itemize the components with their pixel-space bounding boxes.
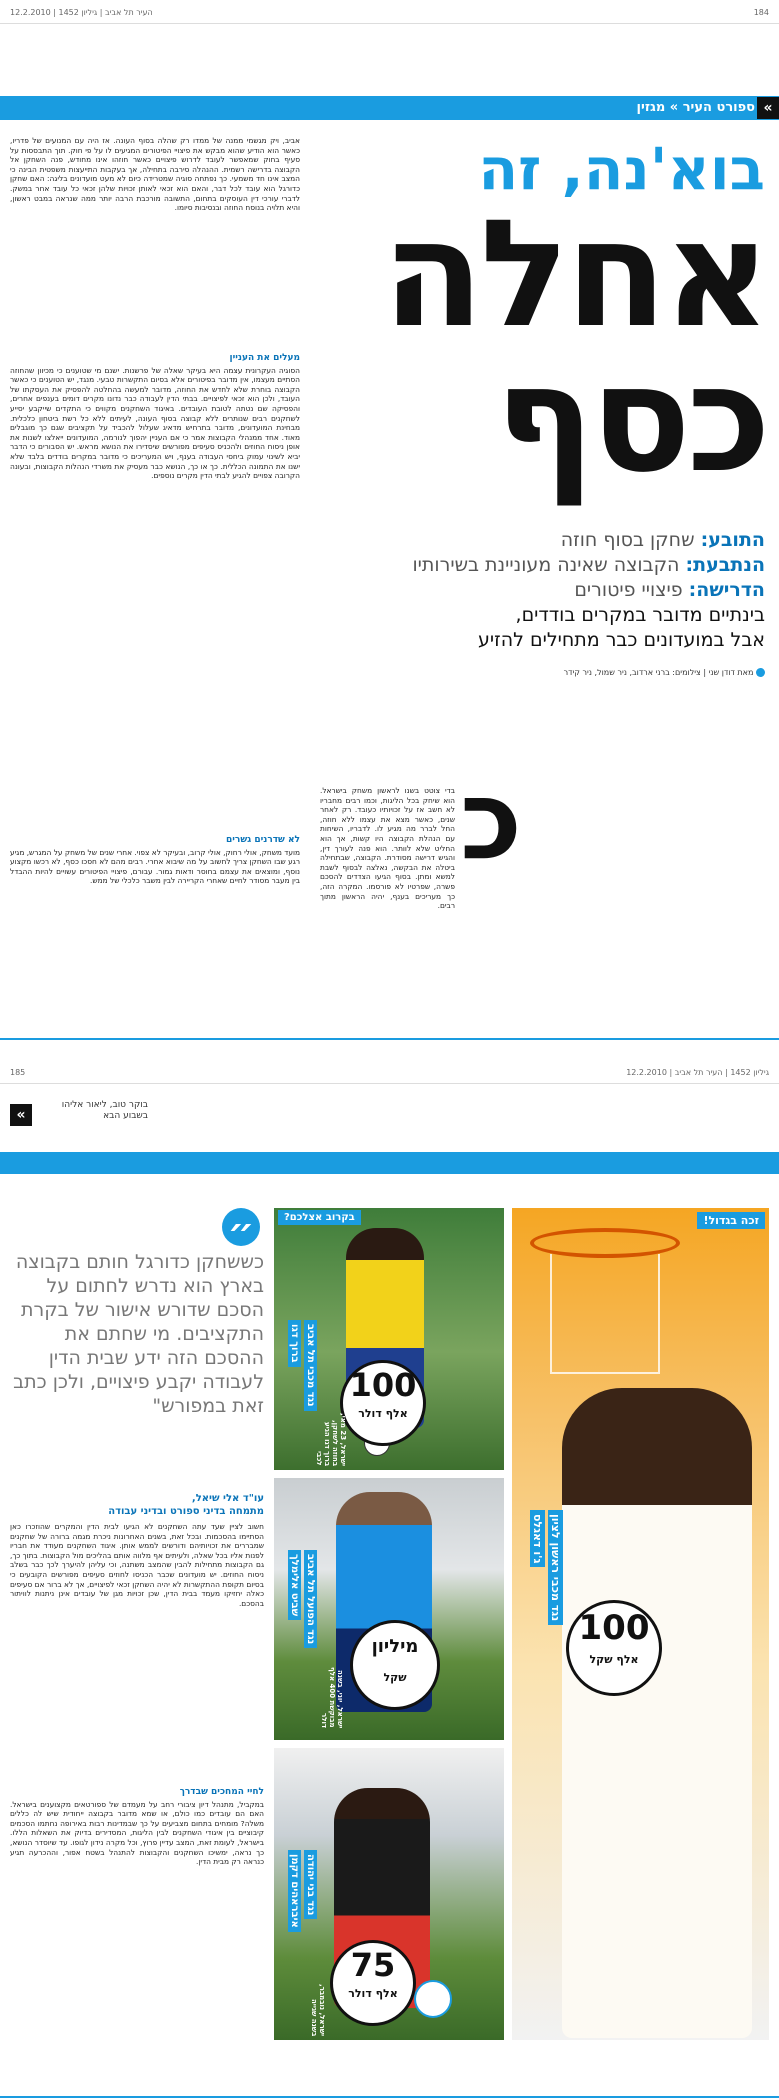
summary-deck2: אבל במועדונים כבר מתחילים להזיע	[477, 629, 765, 651]
body-column-4: לא שדרנים גשרים מועד משחק, אולי רחוק, אולי קרוב, ובעיקר לא צפוי. אחרי שנים של משחק על המגרש, מגיע רגע שבו השחקן צריך לחשוב על מה שיבוא אחרי. רבים מהם לא חסכו כסף, לא רכשו מקצוע נוסף, ומוצאים את עצמם בחוסר ודאות גמור. עבורם, פיצויי הפיטורים עשויים להיות ההבדל בין מעבר מסודר לחיים שאחרי הקריירה לבין משבר כלכלי של ממש.	[10, 835, 300, 886]
headline-line3: כסף	[494, 333, 767, 505]
summary-deck1: בינתיים מדובר במקרים בודדים,	[515, 604, 765, 626]
page-number-2: 185	[10, 1068, 26, 1077]
page-bottom	[0, 1060, 779, 2100]
chevron-icon: »	[669, 100, 679, 115]
byline: מאת דודן שני | צילומים: ברני ארדוב, ניר שמול, ניר קידר	[295, 668, 765, 677]
basket-net	[550, 1254, 660, 1374]
photo-4-tag: זכה בגדול!	[697, 1212, 765, 1229]
photo-1-name: ברוך דגו	[288, 1320, 301, 1367]
photo-1-tag: בקרוב אצלכם?	[278, 1210, 361, 1225]
drop-cap: כ	[460, 756, 523, 884]
quote-author: עו"ד אלי שיאל, מתמחה בדיני ספורט ובדיני עבודה	[108, 1493, 264, 1517]
section-band-2	[0, 1152, 779, 1174]
page-header-2	[0, 1060, 779, 1084]
photo-4-name: ג'ו דאגלס	[530, 1510, 545, 1567]
photo-2-role: נגד הפועל תל אביב	[304, 1550, 317, 1648]
photo-2-note: ישראל, יוני, בשנה מבוקשת 400 אלף דולר	[320, 1667, 344, 1728]
photo-3-amount-badge: 75 אלף דולר	[330, 1940, 416, 2026]
chevron-left-icon: «	[757, 97, 779, 119]
photo-3-note: ישראל, נובמבר, בשנה שגייה	[310, 1983, 326, 2036]
summary-defendant: הנתבעת: הקבוצה שאינה מעוניינת בשירותיו	[412, 554, 765, 576]
photo-3-name: איבראהים דקמן	[288, 1850, 301, 1932]
photo-3-role: נגד בני יהודה	[304, 1850, 317, 1919]
summary-plaintiff: התובע: שחקן בסוף חוזה	[560, 529, 765, 551]
pull-quote: כששחקן כדורגל חותם בקבוצה בארץ הוא נדרש לחתום על הסכם שדורש אישור של בקרת התקציבים. מי שחתם את ההסכם הזה ידע שבית הדין לעבודה יקבע פיצויים, ולכן כתב זאת במפורש"	[13, 1251, 264, 1417]
page-header	[0, 0, 779, 24]
body-main: חשוב לציין שעד עתה השחקנים לא הגיעו לבית הדין והמקרים שהוזכרו כאן הסתיימו בהסכמות. ובכל זאת, בשנים האחרונות ניכרת מגמה ברורה של שחקנים שמבררים את זכויותיהם ודורשים לממש אותן. איגוד השחקנים מעודד את חבריו לפנות אליו בכל שאלה, ולעיתים אף מלווה אותם בהליכים מול הקבוצות. בתוך כך, גם הקבוצות מתחילות להבין שהמצב משתנה, וכי עליהן להיערך לכך כבר בשלב ניסוח החוזים. יש מועדונים שכבר הכניסו לחוזים סעיפים מפורשים הקובעים כי בסיום תקופת ההתקשרות לא יהיה השחקן זכאי לפיצויים, אך לא ברור אם סעיפים כאלה יחזיקו מעמד בבית הדין, שכן זכויות מגן של עובדים אינן ניתנות לוויתור בהסכם.	[10, 1522, 264, 1608]
page-bottom-rule-2	[0, 2096, 779, 2098]
photo-4-amount-badge: 100 אלף שקל	[566, 1600, 662, 1696]
ball-icon-2	[414, 1980, 452, 2018]
byline-arrow-icon	[756, 668, 765, 677]
section-label: ספורט העיר » מגזין	[636, 100, 755, 115]
photo-1-note: ישראל, 23 מאי, בחוזה לשחקן, ברוך דגו הגיע לכבי	[315, 1412, 347, 1466]
summary-demand: הדרישה: פיצויי פיטורים	[574, 579, 765, 601]
body-main-2: לחיי המחכים שבדרך במקביל, מתנהל דיון ציבורי רחב על מעמדם של ספורטאים מקצוענים בישראל. האם הם עובדים כמו כולם, או שמא מדובר בקבוצה ייחודית שיש לה כללים משלה? מומחים בתחום מצביעים על כך שבמדינות רבות באירופה נחתמו הסכמים קיבוציים בין איגודי השחקנים לבין הליגות, המסדירים בדיוק את השאלות הללו. בישראל, לעומת זאת, המצב עדיין פרוץ, וכל מקרה נידון לגופו. עד שיוסדר הנושא, כך נראה, ימשיכו השחקנים והקבוצות להתנהל בשטח אפור, וההכרעה תגיע כנראה רק מבית הדין.	[10, 1787, 264, 1867]
summary-block	[295, 528, 765, 653]
page-bottom-rule	[0, 1038, 779, 1040]
issue-info: העיר תל אביב | גיליון 1452 | 12.2.2010	[10, 8, 153, 17]
section-band	[0, 96, 779, 120]
subhead-1: מעלים את העניין	[229, 353, 300, 363]
player-4-figure	[562, 1388, 752, 2038]
photo-1-role: נגד מכבי תל אביב	[304, 1320, 317, 1411]
quote-mark: ״	[222, 1208, 260, 1246]
issue-info-2: 12.2.2010 | גיליון 1452 | העיר תל אביב	[626, 1068, 769, 1077]
photo-1-amount-badge: 100 אלף דולר	[340, 1360, 426, 1446]
subhead-2: לא שדרנים גשרים	[226, 835, 300, 845]
page-number: 184	[753, 8, 769, 17]
headline-line1: בוא'נה, זה	[478, 135, 765, 203]
page-top	[0, 0, 779, 1040]
body-column-2: מעלים את העניין הסוגיה העקרונית עצמה היא בעיקר שאלה של פרשנות. ישנם מי שטוענים כי מכיוון שהחוזה הסתיים מעצמו, אין מדובר בפיטורים אלא בסיום התקשרות טבעי. מנגד, יש הטוענים כי כאשר הקבוצה בוחרת שלא לחדש את החוזה, מדובר למעשה בהחלטה להפסיק את העסקתו של העובד, ולכן הוא זכאי לפיצויים. בבתי הדין לעבודה כבר נדונו מקרים דומים בענפים אחרים, והפסיקה שם נטתה לטובת העובדים. באיגוד השחקנים מקווים כי התקדים שייקבע יסייע לשחקנים רבים שנותרים ללא קבוצה בסוף העונה, לעיתים ללא כל רשת ביטחון כלכלית. מבחינת המועדונים, מדובר בתרחיש מדאיג שעלול להכביד על תקציבים שגם כך מוגבלים מאוד. אחד ממנהלי הקבוצות אמר כי אם העניין יהפוך לנורמה, המועדונים ייאלצו לשנות את אופן ניסוח החוזים ולהכניס סעיפים מפורשים שיסדירו את הנושא מראש. יש הסבורים כי הדבר יביא לשינוי עמוק ביחסי העבודה בענף, ויש המעריכים כי מדובר במקרים בודדים בלבד שלא ישנו את התמונה הכללית. כך או כך, הנושא כבר מעסיק את משרדי הנהלות הקבוצות, ובעונה הקרובה צפויים להגיע לבתי הדין מקרים נוספים.	[10, 353, 300, 481]
chevron-left-icon: «	[10, 1104, 32, 1126]
photo-4-role: נגד מכבי ראשון לציון	[548, 1510, 563, 1625]
next-week-text: בוקר טוב, ליאור אליהו בשבוע הבא	[61, 1100, 148, 1121]
body-column-3: בדי צוטט בשנו לראשון משחק בישראל. הוא שיחק בכל הליגות, וכמו רבים מחבריו לא חשב אז על זכויותיו כעובד. רק לאחר שנים, כאשר מצא את עצמו ללא חוזה, החל לברר מה מגיע לו. לדבריו, השיחות עם הנהלת הקבוצה היו קשות, אך הוא החליט שלא לוותר. הוא פנה לעורך דין, והגיש דרישה מסודרת. הקבוצה, שבתחילה ביטלה את הבקשה, נאלצה לבסוף לשבת למשא ומתן. בסוף הגיעו הצדדים להסכם פשרה, שפרטיו לא פורסמו. המקרה הזה, כך מעריכים בענף, יהיה הראשון מתוך רבים.	[320, 786, 455, 911]
headline-line2: אחלה	[382, 188, 767, 360]
subhead-3: לחיי המחכים שבדרך	[179, 1787, 264, 1797]
body-column-1: אביב, ויק מגשמי ממנה של ממדו רק שהלה בסוף העונה. אז היה עם המנועים של פדריו, כאשר הוא הודיע שהוא מבקש את פיצויי הפיטורים המגיעים לו על פי חוק. תוך התבססות על סעיף בחוק שמאפשר לעובד לדרוש פיצויים כאשר חוזהו אינו מחודש, פנה השחקן אל הקבוצה בדרישה רשמית. ההנהלה סירבה בתחילה, אך בעקבות התייעצות משפטית הבינה כי המצב אינו חד משמעי. כך נפתחה סוגיה שמטרידה כיום לא מעט מועדונים בליגה: האם שחקן כדורגל הוא עובד לכל דבר, והאם הוא זכאי לאותן זכויות שלהן זכאי כל עובד אחר במשק. לדברי עורכי דין העוסקים בתחום, התשובה מורכבת הרבה יותר ממה שנראה במבט ראשון, והיא תלויה בנוסח החוזה ובנסיבות סיומו.	[10, 136, 300, 213]
photo-2-amount-badge: מיליון שקל	[350, 1620, 440, 1710]
photo-2-name: שביט אלימלך	[288, 1550, 301, 1620]
next-week-nav[interactable]	[10, 1098, 150, 1134]
